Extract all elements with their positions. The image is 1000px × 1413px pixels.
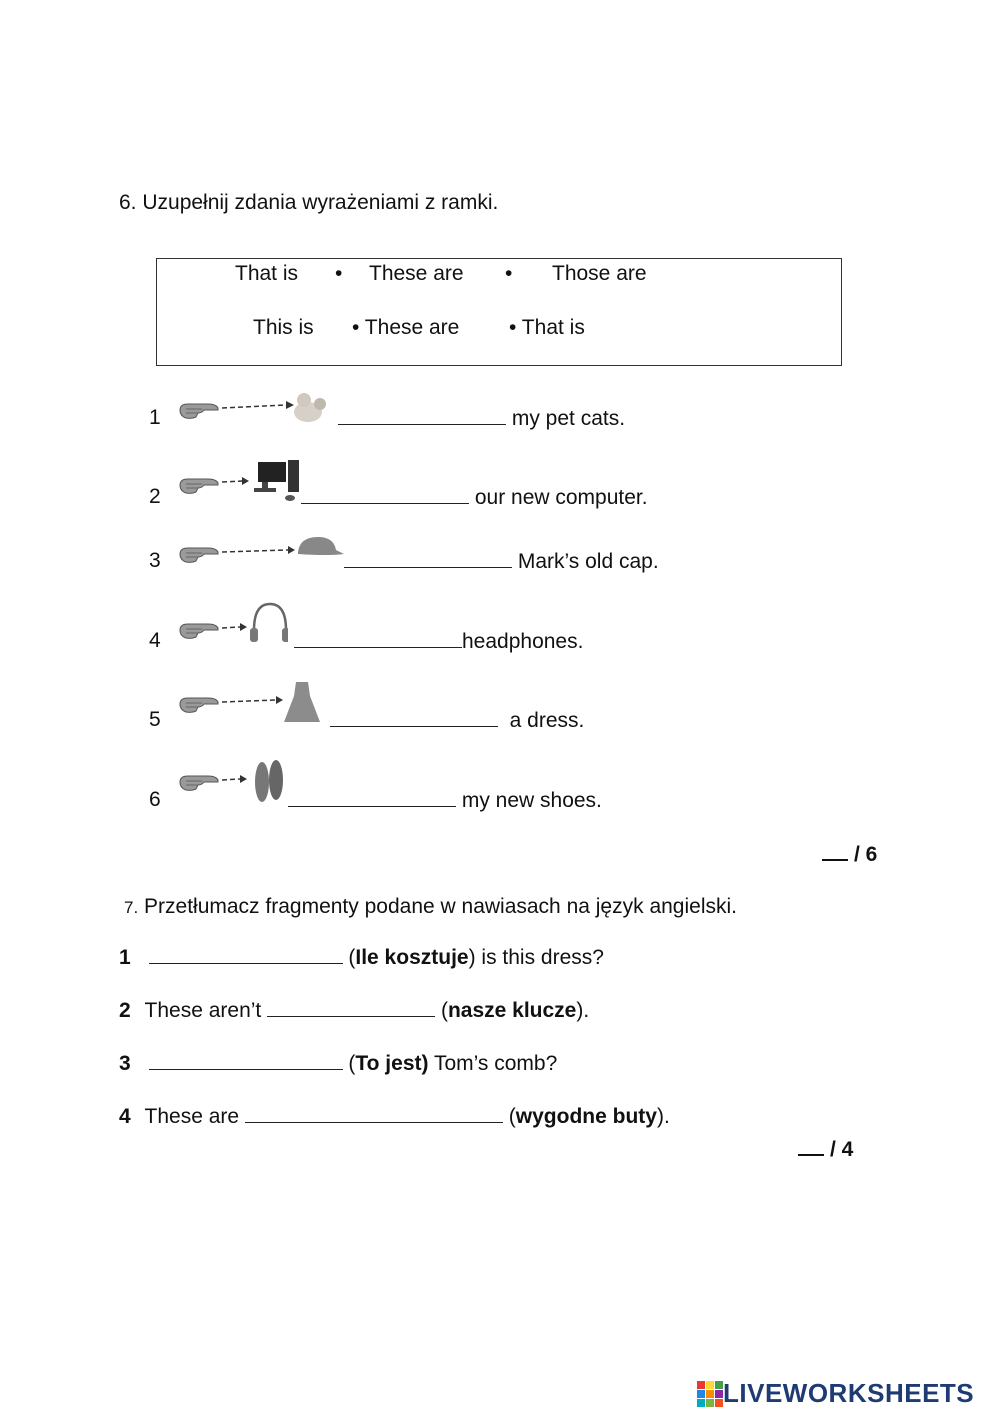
box-phrase-these-are-2: • These are — [352, 316, 460, 339]
pointing-hand-to-computer-icon — [178, 458, 303, 504]
answer-blank-5[interactable] — [330, 708, 498, 727]
liveworksheets-logo-text: LIVEWORKSHEETS — [723, 1378, 975, 1408]
score-exercise-6: / 6 — [822, 841, 877, 867]
item-number: 2 — [149, 485, 161, 508]
pointing-hand-to-dress-icon — [178, 678, 326, 726]
pointing-hand-to-headphones-icon — [178, 600, 288, 650]
score-input-6[interactable] — [822, 841, 848, 861]
score-exercise-7: / 4 — [798, 1136, 853, 1162]
answer-blank-2[interactable] — [301, 485, 469, 504]
bullet: • — [505, 262, 513, 285]
box-phrase-that-is: That is — [235, 262, 299, 285]
answer-blank-3[interactable] — [344, 549, 512, 568]
sentence-4: headphones. — [294, 629, 583, 654]
pointing-hand-to-cats-icon — [178, 386, 338, 426]
translation-item-1: 1 (Ile kosztuje) is this dress? — [119, 946, 604, 969]
sentence-5: a dress. — [330, 708, 584, 733]
word-box-row-2 — [157, 316, 843, 342]
score-input-7[interactable] — [798, 1136, 824, 1156]
box-phrase-those-are: Those are — [552, 262, 647, 285]
translation-item-3: 3 (To jest) Tom’s comb? — [119, 1052, 558, 1075]
liveworksheets-logo-icon — [697, 1381, 723, 1407]
word-box-row-1 — [157, 262, 843, 288]
liveworksheets-logo — [697, 1378, 974, 1409]
answer-blank-6[interactable] — [288, 788, 456, 807]
box-phrase-these-are: These are — [369, 262, 464, 285]
exercise-7-heading — [124, 895, 737, 919]
item-number: 5 — [149, 708, 161, 731]
item-number: 1 — [149, 406, 161, 429]
translation-item-2: 2 These aren’t (nasze klucze). — [119, 999, 590, 1022]
answer-blank-1[interactable] — [338, 406, 506, 425]
sentence-2: our new computer. — [301, 485, 648, 510]
translation-blank-4[interactable] — [245, 1104, 503, 1123]
exercise-7-number: 7. — [124, 898, 139, 917]
translation-item-4: 4 These are (wygodne buty). — [119, 1105, 670, 1128]
bullet: • — [335, 262, 343, 285]
item-number: 4 — [149, 629, 161, 652]
translation-blank-1[interactable] — [149, 945, 343, 964]
box-phrase-that-is-2: • That is — [509, 316, 585, 339]
pointing-hand-to-shoes-icon — [178, 758, 288, 806]
translation-blank-3[interactable] — [149, 1051, 343, 1070]
exercise-6-heading: 6. Uzupełnij zdania wyrażeniami z ramki. — [119, 191, 499, 214]
translation-blank-2[interactable] — [267, 998, 435, 1017]
exercise-7-instruction: Przetłumacz fragmenty podane w nawiasach na język angielski. — [144, 895, 737, 918]
item-number: 6 — [149, 788, 161, 811]
answer-blank-4[interactable] — [294, 629, 462, 648]
box-phrase-this-is: This is — [253, 316, 314, 339]
sentence-6: my new shoes. — [288, 788, 602, 813]
sentence-3: Mark’s old cap. — [344, 549, 659, 574]
item-number: 3 — [149, 549, 161, 572]
sentence-1: my pet cats. — [338, 406, 625, 431]
pointing-hand-to-cap-icon — [178, 532, 348, 568]
word-box — [156, 258, 842, 366]
